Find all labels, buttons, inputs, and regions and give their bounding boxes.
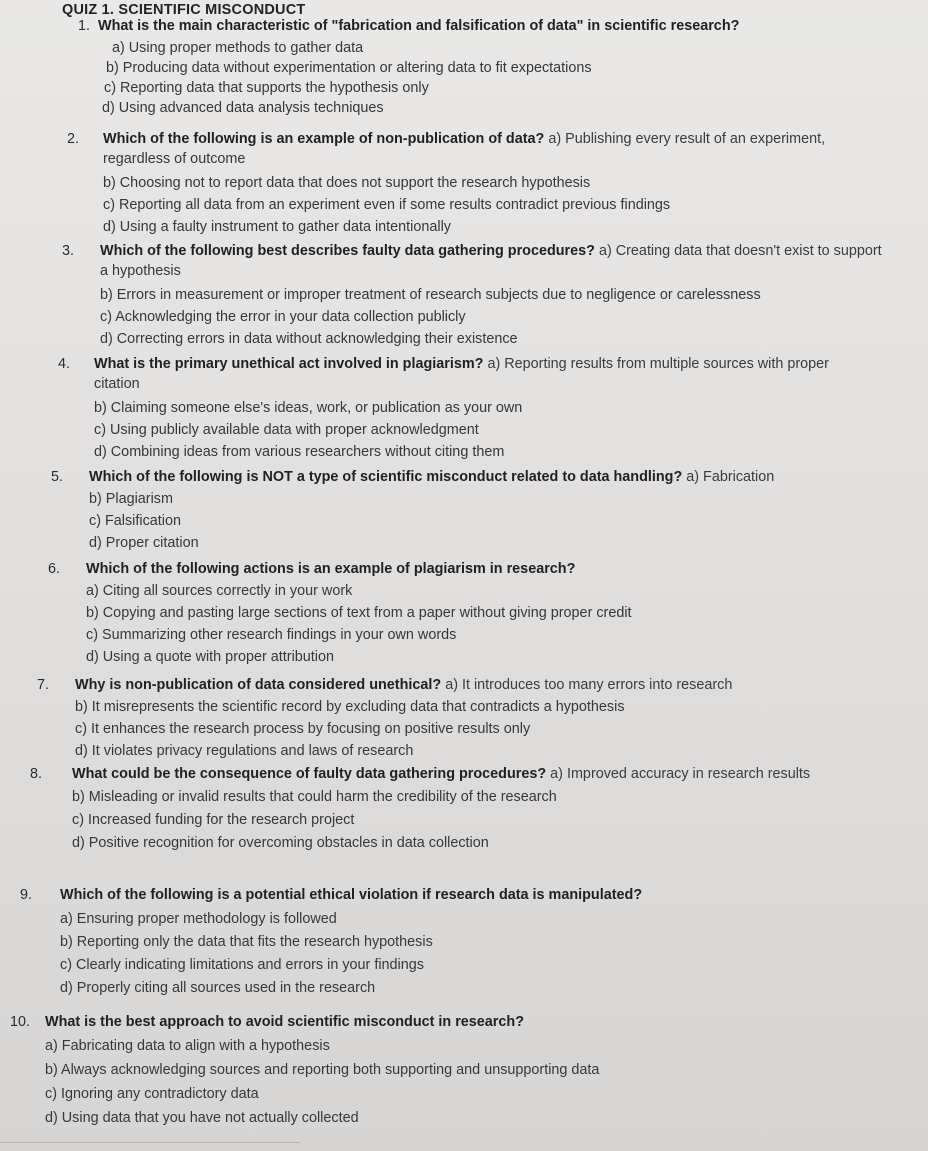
question-stem-line xyxy=(30,764,811,784)
option-c: c) Clearly indicating limitations and errors in your findings xyxy=(60,957,424,973)
option-a: a) Creating data that doesn't exist to support xyxy=(598,243,882,259)
option-c: c) Acknowledging the error in your data collection publicly xyxy=(100,309,466,325)
question-10 xyxy=(10,1012,600,1128)
question-stem: Which of the following actions is an example of plagiarism in research? xyxy=(86,561,576,577)
option-c: c) Increased funding for the research project xyxy=(72,812,355,828)
question-stem-line xyxy=(37,675,733,695)
option-d: d) Positive recognition for overcoming obstacles in data collection xyxy=(72,835,489,851)
question-stem-line xyxy=(20,885,643,905)
option-d: d) It violates privacy regulations and laws of research xyxy=(75,743,414,759)
question-stem: What is the main characteristic of "fabrication and falsification of data" in scientific research? xyxy=(98,18,740,34)
option-a: a) Using proper methods to gather data xyxy=(112,40,364,56)
option-c: c) It enhances the research process by focusing on positive results only xyxy=(75,721,531,737)
question-stem: Which of the following is NOT a type of scientific misconduct related to data handling? xyxy=(89,469,683,485)
question-stem-line xyxy=(58,354,829,374)
question-number: 5. xyxy=(51,469,64,485)
question-stem: What is the primary unethical act involved in plagiarism? xyxy=(94,356,484,372)
question-number: 2. xyxy=(67,131,80,147)
option-d: d) Proper citation xyxy=(89,535,199,551)
question-8 xyxy=(30,764,811,853)
option-b: b) Copying and pasting large sections of text from a paper without giving proper credit xyxy=(86,605,632,621)
question-number: 3. xyxy=(62,243,75,259)
question-number: 9. xyxy=(20,887,33,903)
option-c: c) Using publicly available data with proper acknowledgment xyxy=(94,422,479,438)
option-c: c) Falsification xyxy=(89,513,181,529)
question-number: 4. xyxy=(58,356,71,372)
option-a: a) Fabrication xyxy=(686,469,775,485)
question-number: 10. xyxy=(10,1014,31,1030)
question-stem: What is the best approach to avoid scientific misconduct in research? xyxy=(45,1014,524,1030)
option-b: b) It misrepresents the scientific record by excluding data that contradicts a hypothesis xyxy=(75,699,625,715)
option-a-continued: a hypothesis xyxy=(100,263,181,279)
question-number: 7. xyxy=(37,677,50,693)
option-c: c) Summarizing other research findings in your own words xyxy=(86,627,457,643)
option-b: b) Producing data without experimentation or altering data to fit expectations xyxy=(106,60,592,76)
option-b: b) Errors in measurement or improper treatment of research subjects due to negligence or carelessness xyxy=(100,287,761,303)
question-number: 1. xyxy=(78,18,91,34)
question-9 xyxy=(20,885,643,998)
option-c: c) Ignoring any contradictory data xyxy=(45,1086,259,1102)
question-stem-line xyxy=(62,241,882,261)
question-stem-line xyxy=(48,559,632,579)
question-stem: Why is non-publication of data considered unethical? xyxy=(75,677,442,693)
option-b: b) Always acknowledging sources and reporting both supporting and unsupporting data xyxy=(45,1062,600,1078)
option-a-continued: citation xyxy=(94,376,140,392)
option-b: b) Reporting only the data that fits the research hypothesis xyxy=(60,934,433,950)
question-stem: Which of the following is an example of non-publication of data? xyxy=(103,131,545,147)
option-b: b) Claiming someone else's ideas, work, or publication as your own xyxy=(94,400,523,416)
option-c: c) Reporting all data from an experiment even if some results contradict previous findings xyxy=(103,197,671,213)
option-a: a) It introduces too many errors into research xyxy=(445,677,733,693)
question-stem-line xyxy=(51,467,775,487)
option-b: b) Plagiarism xyxy=(89,491,173,507)
question-3 xyxy=(62,241,882,349)
question-stem: What could be the consequence of faulty data gathering procedures? xyxy=(72,766,547,782)
question-number: 6. xyxy=(48,561,61,577)
option-a: a) Ensuring proper methodology is followed xyxy=(60,911,337,927)
question-stem-line xyxy=(78,16,740,36)
option-b: b) Misleading or invalid results that could harm the credibility of the research xyxy=(72,789,557,805)
page-bottom-rule xyxy=(0,1142,300,1143)
quiz-title: QUIZ 1. SCIENTIFIC MISCONDUCT xyxy=(62,2,306,18)
question-6 xyxy=(48,559,632,667)
option-d: d) Properly citing all sources used in the research xyxy=(60,980,376,996)
option-c: c) Reporting data that supports the hypothesis only xyxy=(104,80,429,96)
question-2 xyxy=(67,129,826,237)
question-stem-line xyxy=(67,129,826,149)
option-a: a) Citing all sources correctly in your work xyxy=(86,583,353,599)
question-number: 8. xyxy=(30,766,43,782)
option-b: b) Choosing not to report data that does not support the research hypothesis xyxy=(103,175,591,191)
option-d: d) Using a quote with proper attribution xyxy=(86,649,334,665)
question-5 xyxy=(51,467,775,553)
question-stem: Which of the following is a potential ethical violation if research data is manipulated? xyxy=(60,887,643,903)
option-a: a) Improved accuracy in research results xyxy=(550,766,811,782)
option-d: d) Using data that you have not actually collected xyxy=(45,1110,359,1126)
question-stem: Which of the following best describes faulty data gathering procedures? xyxy=(100,243,595,259)
option-a-continued: regardless of outcome xyxy=(103,151,246,167)
option-d: d) Using advanced data analysis techniques xyxy=(102,100,384,116)
question-7 xyxy=(37,675,733,761)
question-stem-line xyxy=(10,1012,599,1032)
question-4 xyxy=(58,354,829,462)
option-a: a) Publishing every result of an experiment, xyxy=(548,131,826,147)
option-d: d) Using a faulty instrument to gather data intentionally xyxy=(103,219,451,235)
option-d: d) Combining ideas from various researchers without citing them xyxy=(94,444,505,460)
option-a: a) Fabricating data to align with a hypothesis xyxy=(45,1038,330,1054)
option-d: d) Correcting errors in data without acknowledging their existence xyxy=(100,331,518,347)
option-a: a) Reporting results from multiple sources with proper xyxy=(487,356,829,372)
question-1 xyxy=(78,16,740,118)
